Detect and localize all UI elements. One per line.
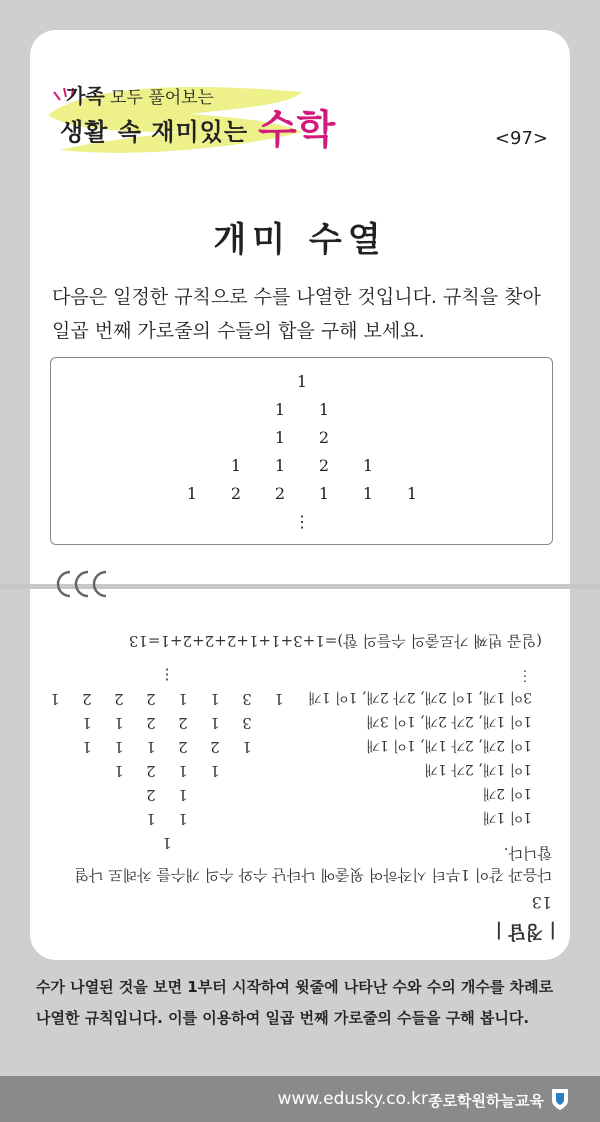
triangle-number: 1 (274, 456, 286, 475)
binder-rings-icon (56, 566, 116, 602)
answer-triangle-number: 1 (210, 690, 220, 708)
answer-triangle-number: ⋮ (159, 666, 175, 684)
brand-line2: 생활 속 재미있는 (60, 118, 248, 146)
triangle-number: 1 (274, 400, 286, 419)
answer-triangle-number: 1 (114, 714, 124, 732)
triangle-number: 2 (230, 484, 242, 503)
triangle-number: 2 (318, 456, 330, 475)
footer-url[interactable]: www.edusky.co.kr (277, 1089, 428, 1109)
episode-number: <97> (494, 128, 548, 149)
footer-org: 종로학원하늘교육 (428, 1092, 544, 1110)
triangle-number: 1 (318, 400, 330, 419)
org-logo-icon (550, 1087, 570, 1111)
triangle-number: 1 (296, 372, 308, 391)
answer-triangle-number: 2 (178, 738, 188, 756)
answer-triangle-number: 1 (50, 690, 60, 708)
answer-triangle-number: 2 (146, 786, 156, 804)
answer-sum: (일곱 번째 가로줄의 수들의 합)=1+3+1+1+2+2+2+1=13 (128, 632, 542, 650)
triangle-number: 1 (406, 484, 418, 503)
answer-triangle-number: 2 (146, 714, 156, 732)
triangle-number: 1 (318, 484, 330, 503)
answer-triangle-number: 1 (210, 762, 220, 780)
answer-triangle-number: 1 (178, 762, 188, 780)
answer-description-line: 1이 1개, 2가 1개 (424, 761, 532, 777)
triangle-number: 1 (274, 428, 286, 447)
triangle-number: 1 (362, 456, 374, 475)
answer-triangle-number: 1 (178, 786, 188, 804)
answer-triangle-number: 1 (146, 738, 156, 756)
answer-explanation: 다음과 같이 1부터 시작하여 윗줄에 나타난 수와 수의 개수를 차례로 나열합니다. (74, 844, 552, 884)
answer-triangle-number: 2 (178, 714, 188, 732)
answer-triangle-number: 1 (242, 738, 252, 756)
answer-triangle-number: 2 (210, 738, 220, 756)
answer-triangle-number: 1 (82, 738, 92, 756)
answer-triangle-number: 1 (274, 690, 284, 708)
answer-triangle-number: 2 (82, 690, 92, 708)
page-title: 개미 수열 (213, 220, 387, 260)
triangle-number: 2 (274, 484, 286, 503)
answer-triangle-number: 1 (114, 738, 124, 756)
answer-triangle-number: 1 (178, 810, 188, 828)
footnote: 수가 나열된 것을 보면 1부터 시작하여 윗줄에 나타난 수와 수의 개수를 차례로 나열한 규칙입니다. 이를 이용하여 일곱 번째 가로줄의 수들을 구해 봅니다. (36, 978, 554, 1027)
question-text: 다음은 일정한 규칙으로 수를 나열한 것입니다. 규칙을 찾아 일곱 번째 가로줄의 수들의 합을 구해 보세요. (52, 286, 541, 342)
answer-triangle-number: 1 (162, 834, 172, 852)
answer-triangle-number: 1 (82, 714, 92, 732)
answer-value: 13 (531, 893, 552, 912)
answer-block-upside-down (38, 612, 562, 952)
answer-description-line: 1이 1개 (482, 809, 532, 825)
answer-triangle-number: 1 (114, 762, 124, 780)
triangle-number: ⋮ (294, 512, 310, 531)
answer-triangle-number: 3 (242, 714, 252, 732)
answer-triangle-number: 2 (146, 762, 156, 780)
brand-line1: 가족 모두 풀어보는 (66, 84, 214, 108)
answer-description-line: 1이 1개, 2가 2개, 1이 3개 (366, 713, 532, 729)
number-triangle (50, 357, 553, 545)
answer-triangle-number: 2 (114, 690, 124, 708)
answer-triangle-number: 1 (178, 690, 188, 708)
answer-triangle-number: 3 (242, 690, 252, 708)
answer-triangle-number: 2 (146, 690, 156, 708)
footer-bar (0, 1076, 600, 1122)
triangle-number: 2 (318, 428, 330, 447)
answer-description-line: ⋮ (518, 668, 532, 684)
answer-triangle-number: 1 (146, 810, 156, 828)
brand-accent: 수학 (258, 106, 336, 153)
answer-triangle-number: 1 (210, 714, 220, 732)
triangle-number: 1 (230, 456, 242, 475)
answer-description-line: 3이 1개, 1이 2개, 2가 2개, 1이 1개 (308, 689, 532, 705)
triangle-number: 1 (362, 484, 374, 503)
triangle-number: 1 (186, 484, 198, 503)
answer-label: | 정답 | (495, 921, 556, 942)
answer-description-line: 1이 2개, 2가 1개, 1이 1개 (366, 737, 532, 753)
answer-description-line: 1이 2개 (482, 785, 532, 801)
